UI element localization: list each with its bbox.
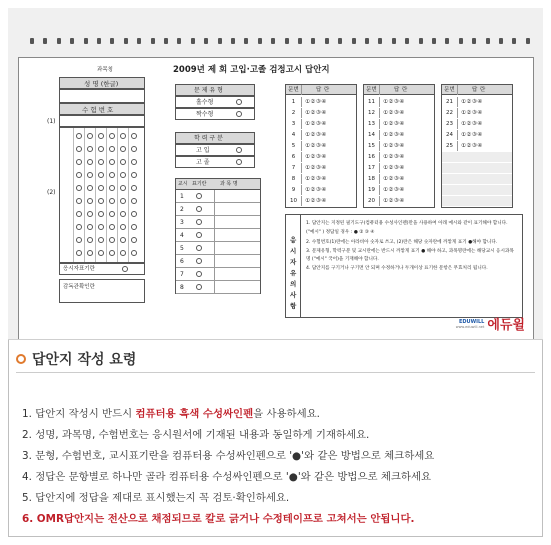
binder-holes (8, 38, 543, 44)
answer-row[interactable]: 8 ①②③④ (286, 174, 356, 184)
binder-hole (405, 38, 409, 44)
school-type-label: 학 력 구 분 (194, 135, 223, 142)
school-high-entry-label: 고 입 (196, 147, 210, 154)
answer-row[interactable]: 16 ①②③④ (364, 152, 434, 162)
digit-bubble[interactable] (109, 211, 115, 217)
circle-bullet-icon (16, 354, 26, 364)
period-row[interactable] (176, 190, 260, 203)
binder-hole (486, 38, 490, 44)
note-item: 1. 답안지는 지정된 필기도구(컴퓨터용 수성사인펜)만을 사용하여 아래 예시와 같이 표기해야 합니다. (306, 221, 508, 226)
answer-row[interactable]: 20 ①②③④ (364, 196, 434, 206)
digit-bubble[interactable] (98, 237, 104, 243)
answer-row[interactable]: 24 ①②③④ (442, 130, 512, 140)
note-item: 2. 수험번호(1)란에는 아라비아 숫자로 쓰고, (2)란은 해당 숫자란에 까맣게 표기 ●해야 합니다. (306, 239, 498, 245)
exam-number-write-row[interactable] (47, 115, 145, 127)
digit-bubble[interactable] (131, 224, 137, 230)
notes-list (306, 220, 518, 274)
period-bubble[interactable] (196, 245, 202, 251)
digit-bubble[interactable] (76, 224, 82, 230)
answer-row[interactable]: 22 ①②③④ (442, 108, 512, 118)
digit-bubble[interactable] (109, 250, 115, 256)
digit-bubble[interactable] (109, 237, 115, 243)
guide-item: 2. 성명, 과목명, 수험번호는 응시원서에 기재된 내용과 동일하게 기재하세요. (22, 429, 370, 441)
digit-bubble[interactable] (131, 185, 137, 191)
digit-bubble[interactable] (120, 185, 126, 191)
digit-bubble[interactable] (87, 211, 93, 217)
guide-item: 4. 정답은 문항별로 하나만 골라 컴퓨터용 수성싸인펜으로 '●'와 같은 방법으로 체크하세요 (22, 471, 432, 483)
mark-header: 표기란 (192, 181, 207, 187)
subject-header: 과 목 명 (220, 181, 238, 187)
digit-bubble[interactable] (109, 133, 115, 139)
answer-row[interactable]: 14 ①②③④ (364, 130, 434, 140)
answer-row[interactable]: 25 ①②③④ (442, 141, 512, 151)
period-number: 4 (180, 232, 184, 239)
notes-box (285, 214, 523, 318)
answer-sheet-image-panel (8, 8, 543, 340)
supervisor-box (59, 279, 145, 303)
answer-row[interactable]: 6 ①②③④ (286, 152, 356, 162)
type-even-label: 짝수형 (196, 111, 214, 118)
answer-row[interactable]: 13 ①②③④ (364, 119, 434, 129)
notes-side-label: 응시자유의사항 (290, 236, 297, 310)
period-number: 5 (180, 245, 184, 252)
binder-hole (285, 38, 289, 44)
digit-bubble[interactable] (87, 250, 93, 256)
answer-column-3[interactable] (441, 84, 513, 208)
binder-hole (177, 38, 181, 44)
digit-bubble[interactable] (76, 237, 82, 243)
answer-row (442, 185, 512, 195)
school-high-entry-bubble[interactable] (236, 147, 242, 153)
digit-bubble[interactable] (76, 133, 82, 139)
digit-bubble[interactable] (120, 172, 126, 178)
period-bubble[interactable] (196, 284, 202, 290)
digit-bubble[interactable] (87, 224, 93, 230)
guide-item: 3. 문형, 수험번호, 교시표기란을 컴퓨터용 수성싸인펜으로 '●'와 같은 방법으로 체크하세요 (22, 450, 435, 462)
digit-bubble[interactable] (109, 146, 115, 152)
digit-bubble[interactable] (120, 211, 126, 217)
digit-bubble[interactable] (98, 185, 104, 191)
exam-number-bubble-grid[interactable] (47, 127, 145, 263)
type-odd-label: 홀수형 (196, 99, 214, 106)
digit-bubble[interactable] (109, 159, 115, 165)
binder-hole (325, 38, 329, 44)
digit-bubble[interactable] (98, 172, 104, 178)
digit-bubble[interactable] (98, 224, 104, 230)
logo-url: www.eduwill.net (455, 324, 485, 329)
digit-bubble[interactable] (98, 250, 104, 256)
binder-hole (124, 38, 128, 44)
school-high-entry-row[interactable] (175, 144, 255, 156)
digit-bubble[interactable] (87, 198, 93, 204)
digit-bubble[interactable] (131, 172, 137, 178)
digit-bubble[interactable] (98, 159, 104, 165)
exam-number-header (59, 103, 145, 115)
guide-section-title (16, 349, 136, 369)
sheet-title: 2009년 제 회 고입·고졸 검정고시 답안지 (173, 65, 330, 75)
binder-hole (512, 38, 516, 44)
digit-bubble[interactable] (109, 185, 115, 191)
binder-hole (526, 38, 530, 44)
binder-hole (378, 38, 382, 44)
binder-hole (70, 38, 74, 44)
digit-bubble[interactable] (120, 146, 126, 152)
answer-row (442, 174, 512, 184)
digit-bubble[interactable] (98, 211, 104, 217)
digit-bubble[interactable] (131, 159, 137, 165)
type-even-bubble[interactable] (236, 111, 242, 117)
applicant-mark-label: 응시자표기란 (63, 266, 95, 272)
period-row[interactable] (176, 216, 260, 229)
period-table-header (175, 178, 261, 190)
answer-row[interactable]: 2 ①②③④ (286, 108, 356, 118)
digit-bubble[interactable] (131, 146, 137, 152)
answer-column-1[interactable] (285, 84, 357, 208)
answer-row[interactable]: 3 ①②③④ (286, 119, 356, 129)
binder-hole (244, 38, 248, 44)
period-row[interactable] (176, 229, 260, 242)
answer-sheet (18, 57, 534, 340)
digit-bubble[interactable] (76, 211, 82, 217)
guide-title: 답안지 작성 요령 (32, 352, 137, 368)
binder-hole (137, 38, 141, 44)
digit-bubble[interactable] (131, 237, 137, 243)
digit-bubble[interactable] (87, 185, 93, 191)
binder-hole (164, 38, 168, 44)
supervisor-label: 감독관확인란 (63, 284, 95, 290)
name-header (59, 77, 145, 89)
guide-list (22, 404, 537, 530)
digit-bubble[interactable] (120, 250, 126, 256)
answer-row[interactable]: 11 ①②③④ (364, 97, 434, 107)
digit-bubble[interactable] (87, 159, 93, 165)
note-item: 3. 문제유형, 학력구분 및 교시란에는 반드시 까맣게 표기 ● 해야 하고, 과목명란에는 해당교시 응시과목명 ("예시" 국어)을 기재해야 합니다. (306, 249, 514, 262)
digit-bubble[interactable] (109, 224, 115, 230)
answer-row[interactable]: 4 ①②③④ (286, 130, 356, 140)
answer-header: 문번 답 란 (442, 85, 512, 95)
binder-hole (499, 38, 503, 44)
digit-bubble[interactable] (131, 211, 137, 217)
digit-bubble[interactable] (120, 133, 126, 139)
answer-row[interactable]: 18 ①②③④ (364, 174, 434, 184)
binder-hole (84, 38, 88, 44)
binder-hole (392, 38, 396, 44)
digit-bubble[interactable] (109, 172, 115, 178)
divider (16, 372, 535, 373)
question-type-header (175, 84, 255, 96)
answer-row[interactable]: 12 ①②③④ (364, 108, 434, 118)
answer-row (442, 163, 512, 173)
binder-hole (97, 38, 101, 44)
binder-hole (110, 38, 114, 44)
answer-row[interactable]: 21 ①②③④ (442, 97, 512, 107)
binder-hole (218, 38, 222, 44)
digit-bubble[interactable] (131, 198, 137, 204)
school-type-header (175, 132, 255, 144)
digit-bubble[interactable] (120, 224, 126, 230)
period-bubble[interactable] (196, 232, 202, 238)
name-label: 성 명 (한글) (84, 80, 119, 88)
question-type-label: 문 제 유 형 (194, 87, 223, 94)
period-row[interactable] (176, 268, 260, 281)
logo-small-text: EDUWILL (458, 318, 485, 325)
period-row[interactable] (176, 203, 260, 216)
binder-hole (352, 38, 356, 44)
binder-hole (231, 38, 235, 44)
digit-bubble[interactable] (131, 133, 137, 139)
type-even-row[interactable] (175, 108, 255, 120)
row2-label: (2) (47, 189, 56, 196)
row1-label: (1) (47, 118, 56, 125)
digit-bubble[interactable] (76, 146, 82, 152)
period-number: 1 (180, 193, 184, 200)
period-bubble[interactable] (196, 193, 202, 199)
answer-row[interactable]: 17 ①②③④ (364, 163, 434, 173)
period-number: 3 (180, 219, 184, 226)
guide-item: 1. 답안지 작성시 반드시 컴퓨터용 흑색 수성싸인펜을 사용하세요. (22, 408, 320, 420)
digit-bubble[interactable] (76, 198, 82, 204)
period-number: 7 (180, 271, 184, 278)
digit-bubble[interactable] (120, 159, 126, 165)
binder-hole (151, 38, 155, 44)
digit-bubble[interactable] (87, 172, 93, 178)
digit-bubble[interactable] (120, 198, 126, 204)
answer-header: 문번 답 란 (286, 85, 356, 95)
binder-hole (432, 38, 436, 44)
binder-hole (57, 38, 61, 44)
answer-row[interactable]: 5 ①②③④ (286, 141, 356, 151)
answer-row[interactable]: 1 ①②③④ (286, 97, 356, 107)
period-row[interactable] (176, 242, 260, 255)
eduwill-logo (456, 314, 525, 333)
binder-hole (191, 38, 195, 44)
binder-hole (204, 38, 208, 44)
answer-row (442, 196, 512, 206)
answer-row[interactable]: 9 ①②③④ (286, 185, 356, 195)
answer-row[interactable]: 15 ①②③④ (364, 141, 434, 151)
period-number: 6 (180, 258, 184, 265)
subject-label: 과목칭 (97, 67, 113, 73)
guide-item: 5. 답안지에 정답을 제대로 표시했는지 꼭 검토·확인하세요. (22, 492, 290, 504)
digit-bubble[interactable] (76, 159, 82, 165)
logo-big-text: 에듀윌 (487, 318, 525, 333)
school-high-grad-bubble[interactable] (236, 159, 242, 165)
type-odd-bubble[interactable] (236, 99, 242, 105)
digit-bubble[interactable] (109, 198, 115, 204)
applicant-mark-box (59, 263, 145, 275)
digit-bubble[interactable] (76, 185, 82, 191)
note-item: ("예시" ) 정답일 경우 : ● ② ③ ④ (306, 230, 375, 236)
digit-bubble[interactable] (98, 146, 104, 152)
binder-hole (271, 38, 275, 44)
digit-bubble[interactable] (76, 250, 82, 256)
guide-item: 6. OMR답안지는 전산으로 채점되므로 칼로 긁거나 수정테이프로 고쳐서는 안됩니다. (22, 513, 415, 525)
binder-hole (459, 38, 463, 44)
binder-hole (472, 38, 476, 44)
note-item: 4. 답안지를 구기거나 구기면 안 되며 수정하거나 두개이상 표기한 문항은 무효처리 됩니다. (306, 266, 488, 272)
name-field[interactable] (59, 89, 145, 103)
digit-bubble[interactable] (98, 198, 104, 204)
digit-bubble[interactable] (87, 237, 93, 243)
binder-hole (43, 38, 47, 44)
type-odd-row[interactable] (175, 96, 255, 108)
period-number: 8 (180, 284, 184, 291)
binder-hole (298, 38, 302, 44)
period-bubble[interactable] (196, 271, 202, 277)
period-table (175, 190, 261, 294)
period-bubble[interactable] (196, 219, 202, 225)
period-bubble[interactable] (196, 258, 202, 264)
digit-bubble[interactable] (87, 133, 93, 139)
answer-column-2[interactable] (363, 84, 435, 208)
binder-hole (445, 38, 449, 44)
answer-row[interactable]: 19 ①②③④ (364, 185, 434, 195)
applicant-mark-bubble[interactable] (122, 266, 128, 272)
school-high-grad-row[interactable] (175, 156, 255, 168)
period-row[interactable] (176, 255, 260, 268)
answer-row[interactable]: 7 ①②③④ (286, 163, 356, 173)
period-header: 교시 (178, 181, 188, 187)
binder-hole (338, 38, 342, 44)
exam-number-label: 수 험 번 호 (82, 106, 114, 114)
digit-bubble[interactable] (131, 250, 137, 256)
binder-hole (30, 38, 34, 44)
answer-row[interactable]: 23 ①②③④ (442, 119, 512, 129)
digit-bubble[interactable] (87, 146, 93, 152)
binder-hole (365, 38, 369, 44)
period-bubble[interactable] (196, 206, 202, 212)
school-high-grad-label: 고 졸 (196, 159, 210, 166)
digit-bubble[interactable] (120, 237, 126, 243)
period-number: 2 (180, 206, 184, 213)
digit-bubble[interactable] (76, 172, 82, 178)
answer-row (442, 152, 512, 162)
binder-hole (311, 38, 315, 44)
binder-hole (419, 38, 423, 44)
answer-header: 문번 답 란 (364, 85, 434, 95)
digit-bubble[interactable] (98, 133, 104, 139)
answer-row[interactable]: 10 ①②③④ (286, 196, 356, 206)
period-row[interactable] (176, 281, 260, 294)
binder-hole (258, 38, 262, 44)
